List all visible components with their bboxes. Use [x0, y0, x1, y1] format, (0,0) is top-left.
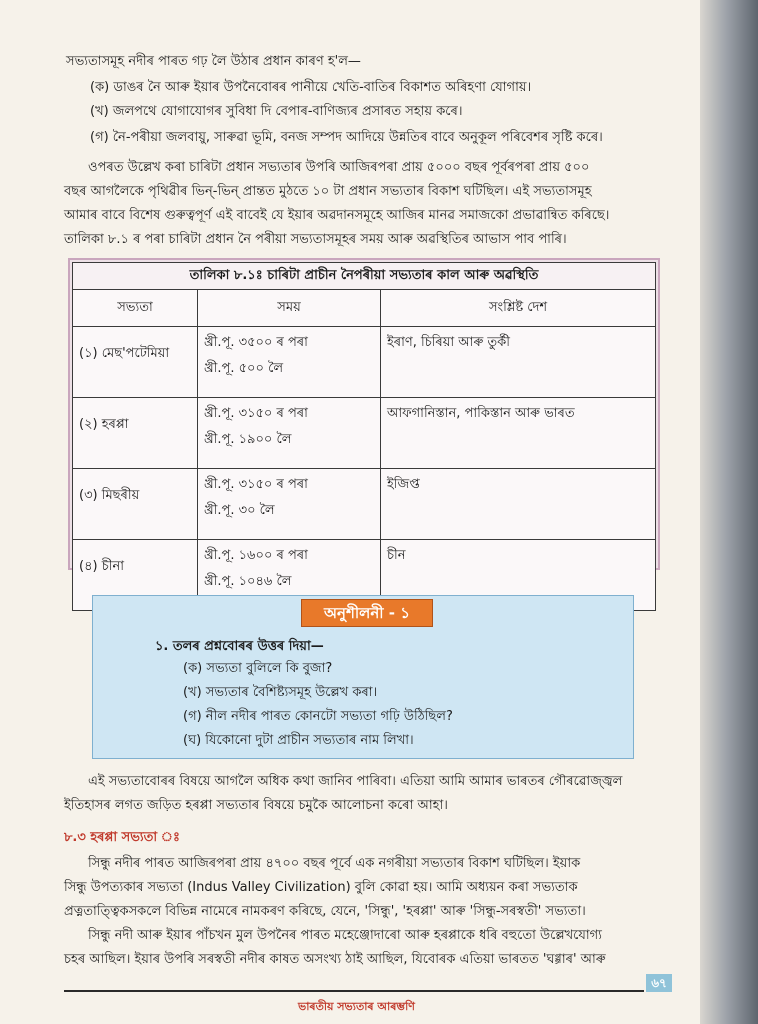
paragraph-line: আমাৰ বাবে বিশেষ গুৰুত্বপূৰ্ণ এই বাবেই যে ইয়াৰ অৱদানসমূহে আজিৰ মানৱ সমাজকো প্ৰভাৱান্বিত কৰিছে।	[64, 208, 610, 223]
paragraph-line: বছৰ আগলৈকে পৃথিৱীৰ ভিন্-ভিন্ প্ৰান্তত মুঠতে ১০ টা প্ৰধান সভ্যতাৰ বিকাশ ঘটিছিল। এই সভ্যতাসমূহ	[64, 184, 592, 199]
period-from: খ্ৰী.পূ. ৩১৫০ ৰ পৰা	[204, 477, 308, 492]
paragraph-line: তালিকা ৮.১ ৰ পৰা চাৰিটা প্ৰধান নৈ পৰীয়া সভ্যতাসমূহৰ সময় আৰু অৱস্থিতিৰ আভাস পাব পাৰি।	[64, 232, 567, 247]
paragraph-line: এই সভ্যতাবোৰৰ বিষয়ে আগলৈ অধিক কথা জানিব পাৰিবা। এতিয়া আমি আমাৰ ভাৰতৰ গৌৰৱোজ্জ্বল	[88, 774, 623, 789]
civilization-table	[68, 258, 660, 589]
section-line: সিন্ধু উপত্যকাৰ সভ্যতা (Indus Valley Civilization) বুলি কোৱা হয়। আমি অধ্যয়ন কৰা সভ্যতাক	[64, 880, 578, 895]
intro-point-3: (গ) নৈ-পৰীয়া জলবায়ু, সাৰুৱা ভূমি, বনজ সম্পদ আদিয়ে উন্নতিৰ বাবে অনুকূল পৰিবেশৰ সৃষ্টি কৰে।	[90, 130, 603, 145]
civilization-name: (৩) মিছৰীয়	[73, 469, 198, 540]
exercise-item: (ক) সভ্যতা বুলিলে কি বুজা?	[183, 661, 333, 676]
exercise-item: (ঘ) যিকোনো দুটা প্ৰাচীন সভ্যতাৰ নাম লিখা।	[183, 733, 414, 748]
period-cell	[198, 398, 381, 469]
exercise-question: ১. তলৰ প্ৰশ্নবোৰৰ উত্তৰ দিয়া—	[155, 639, 324, 654]
section-line: সিন্ধু নদীৰ পাৰত আজিৰপৰা প্ৰায় ৪৭০০ বছৰ পূৰ্বে এক নগৰীয়া সভ্যতাৰ বিকাশ ঘটিছিল। ইয়াক	[88, 856, 581, 871]
table-row	[73, 469, 656, 540]
book-gutter	[700, 0, 758, 1024]
period-to: খ্ৰী.পূ. ৫০০ লৈ	[204, 361, 284, 376]
paragraph-line: ইতিহাসৰ লগত জড়িত হৰপ্পা সভ্যতাৰ বিষয়ে চমুকৈ আলোচনা কৰো আহা।	[64, 798, 448, 813]
exercise-item: (খ) সভ্যতাৰ বৈশিষ্ট্যসমূহ উল্লেখ কৰা।	[183, 685, 378, 700]
intro-point-1: (ক) ডাঙৰ নৈ আৰু ইয়াৰ উপনৈবোৰৰ পানীয়ে খেতি-বাতিৰ বিকাশত অৰিহণা যোগায়।	[90, 80, 532, 95]
period-cell	[198, 469, 381, 540]
period-to: খ্ৰী.পূ. ১০৪৬ লৈ	[204, 574, 292, 589]
country-cell: আফগানিস্তান, পাকিস্তান আৰু ভাৰত	[381, 398, 656, 469]
period-from: খ্ৰী.পূ. ৩৫০০ ৰ পৰা	[204, 335, 308, 350]
table-caption: তালিকা ৮.১ঃ চাৰিটা প্ৰাচীন নৈপৰীয়া সভ্যতাৰ কাল আৰু অৱস্থিতি	[73, 263, 656, 290]
period-to: খ্ৰী.পূ. ১৯০০ লৈ	[204, 432, 292, 447]
column-header: সময়	[198, 290, 381, 327]
civilization-name: (২) হৰপ্পা	[73, 398, 198, 469]
column-header: সংশ্লিষ্ট দেশ	[381, 290, 656, 327]
exercise-box	[92, 595, 634, 759]
section-line: চহৰ আছিল। ইয়াৰ উপৰি সৰস্বতী নদীৰ কাষত অসংখ্য ঠাই আছিল, যিবোৰক এতিয়া ভাৰতত 'ঘগ্গাৰ' আৰু	[64, 952, 606, 967]
intro-line: সভ্যতাসমূহ নদীৰ পাৰত গঢ় লৈ উঠাৰ প্ৰধান কাৰণ হ'ল—	[66, 54, 361, 69]
period-from: খ্ৰী.পূ. ৩১৫০ ৰ পৰা	[204, 406, 308, 421]
page-number: ৬৭	[646, 974, 672, 992]
country-cell: ইৰাণ, চিৰিয়া আৰু তুৰ্কী	[381, 327, 656, 398]
exercise-item: (গ) নীল নদীৰ পাৰত কোনটো সভ্যতা গঢ়ি উঠিছিল?	[183, 709, 453, 724]
table-row	[73, 398, 656, 469]
table-row	[73, 327, 656, 398]
footer-chapter-title: ভাৰতীয় সভ্যতাৰ আৰম্ভণি	[298, 1000, 415, 1013]
paragraph-line: ওপৰত উল্লেখ কৰা চাৰিটা প্ৰধান সভ্যতাৰ উপৰি আজিৰপৰা প্ৰায় ৫০০০ বছৰ পূৰ্বৰপৰা প্ৰায় ৫০০	[88, 160, 590, 175]
footer-divider	[64, 990, 644, 992]
intro-point-2: (খ) জলপথে যোগাযোগৰ সুবিধা দি বেপাৰ-বাণিজ্যৰ প্ৰসাৰত সহায় কৰে।	[90, 104, 463, 119]
period-from: খ্ৰী.পূ. ১৬০০ ৰ পৰা	[204, 548, 308, 563]
civilization-name: (৪) চীনা	[73, 540, 198, 611]
column-header: সভ্যতা	[73, 290, 198, 327]
section-line: প্ৰত্নতাত্ত্বিকসকলে বিভিন্ন নামেৰে নামকৰণ কৰিছে, যেনে, 'সিন্ধু', 'হৰপ্পা' আৰু 'সিন্ধু-সৰস্বতী' সভ্যতা।	[64, 904, 586, 919]
section-heading: ৮.৩ হৰপ্পা সভ্যতা ঃ	[64, 830, 180, 845]
exercise-title: অনুশীলনী - ১	[301, 599, 433, 627]
country-cell: ইজিপ্ত	[381, 469, 656, 540]
civilization-name: (১) মেছ'পটেমিয়া	[73, 327, 198, 398]
country-cell: চীন	[381, 540, 656, 611]
period-to: খ্ৰী.পূ. ৩০ লৈ	[204, 503, 275, 518]
period-cell	[198, 327, 381, 398]
section-line: সিন্ধু নদী আৰু ইয়াৰ পাঁচখন মুল উপনৈৰ পাৰত মহেঞ্জোদাৰো আৰু হৰপ্পাকে ধৰি বহুতো উল্লেখযোগ্য	[88, 928, 602, 943]
